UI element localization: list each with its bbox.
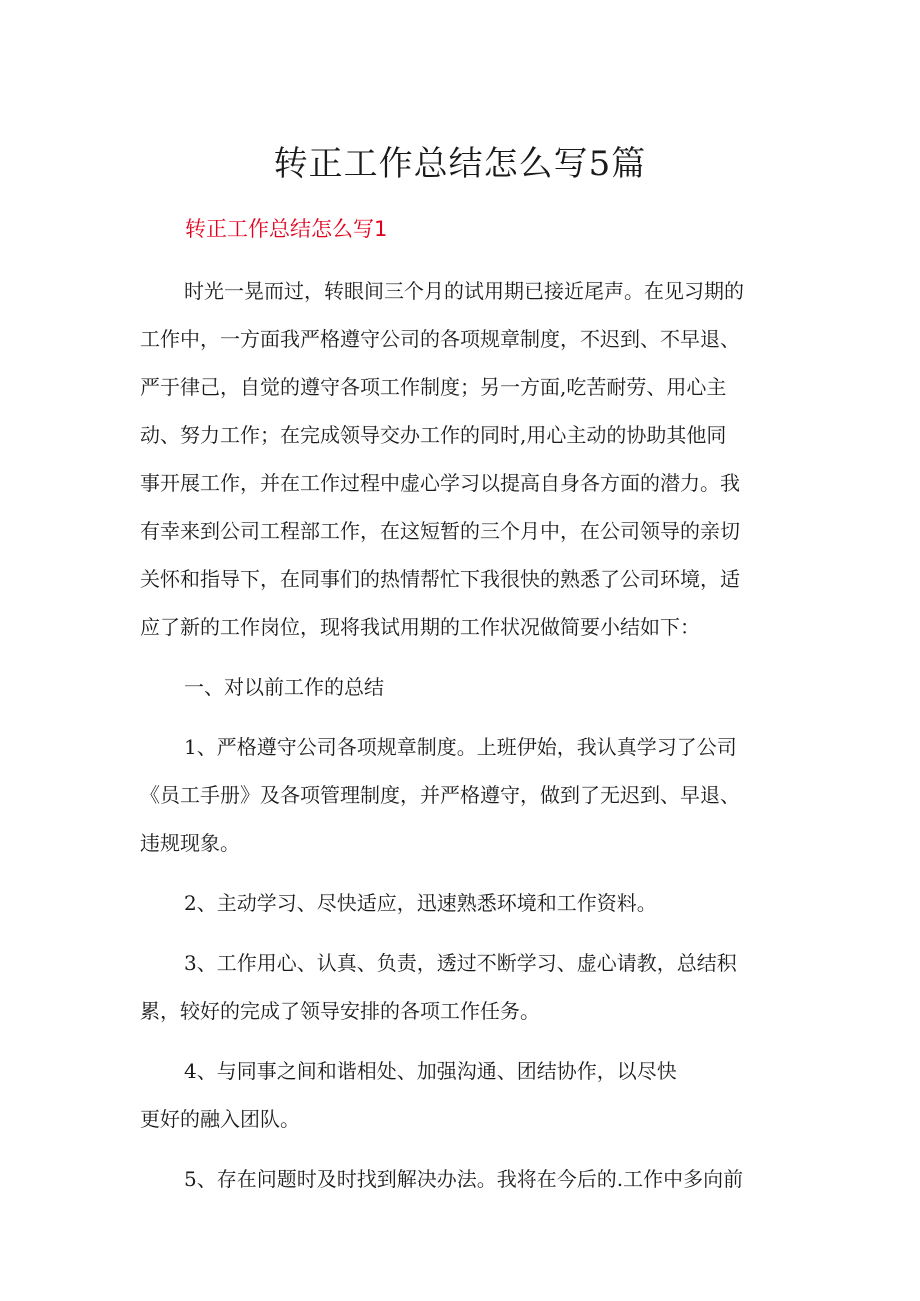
list-item-line: 4、与同事之间和谐相处、加强沟通、团结协作，以尽快 <box>184 1059 677 1083</box>
paragraph-line: 事开展工作，并在工作过程中虚心学习以提高自身各方面的潜力。我 <box>140 471 740 495</box>
paragraph-line: 应了新的工作岗位，现将我试用期的工作状况做简要小结如下： <box>140 615 700 639</box>
list-item-line: 3、工作用心、认真、负责，透过不断学习、虚心请教，总结积 <box>184 951 737 975</box>
section-heading: 转正工作总结怎么写1 <box>185 217 388 241</box>
paragraph-line: 时光一晃而过，转眼间三个月的试用期已接近尾声。在见习期的 <box>184 279 744 303</box>
paragraph-line: 有幸来到公司工程部工作，在这短暂的三个月中，在公司领导的亲切 <box>140 519 740 543</box>
list-item-line: 5、存在问题时及时找到解决办法。我将在今后的.工作中多向前 <box>184 1167 744 1191</box>
list-item-line: 《员工手册》及各项管理制度，并严格遵守，做到了无迟到、早退、 <box>140 783 740 807</box>
list-item-line: 违规现象。 <box>140 831 240 855</box>
list-item-line: 累，较好的完成了领导安排的各项工作任务。 <box>140 999 540 1023</box>
paragraph-line: 严于律己，自觉的遵守各项工作制度；另一方面,吃苦耐劳、用心主 <box>140 375 727 399</box>
paragraph-line: 动、努力工作；在完成领导交办工作的同时,用心主动的协助其他同 <box>140 423 727 447</box>
list-item-line: 更好的融入团队。 <box>140 1107 300 1131</box>
list-item-line: 1、严格遵守公司各项规章制度。上班伊始，我认真学习了公司 <box>184 735 737 759</box>
paragraph-line: 工作中，一方面我严格遵守公司的各项规章制度，不迟到、不早退、 <box>140 327 740 351</box>
paragraph-line: 关怀和指导下，在同事们的热情帮忙下我很快的熟悉了公司环境，适 <box>140 567 740 591</box>
list-item-line: 2、主动学习、尽快适应，迅速熟悉环境和工作资料。 <box>184 891 657 915</box>
document-title: 转正工作总结怎么写5篇 <box>273 144 647 184</box>
subheading-line: 一、对以前工作的总结 <box>184 675 384 699</box>
